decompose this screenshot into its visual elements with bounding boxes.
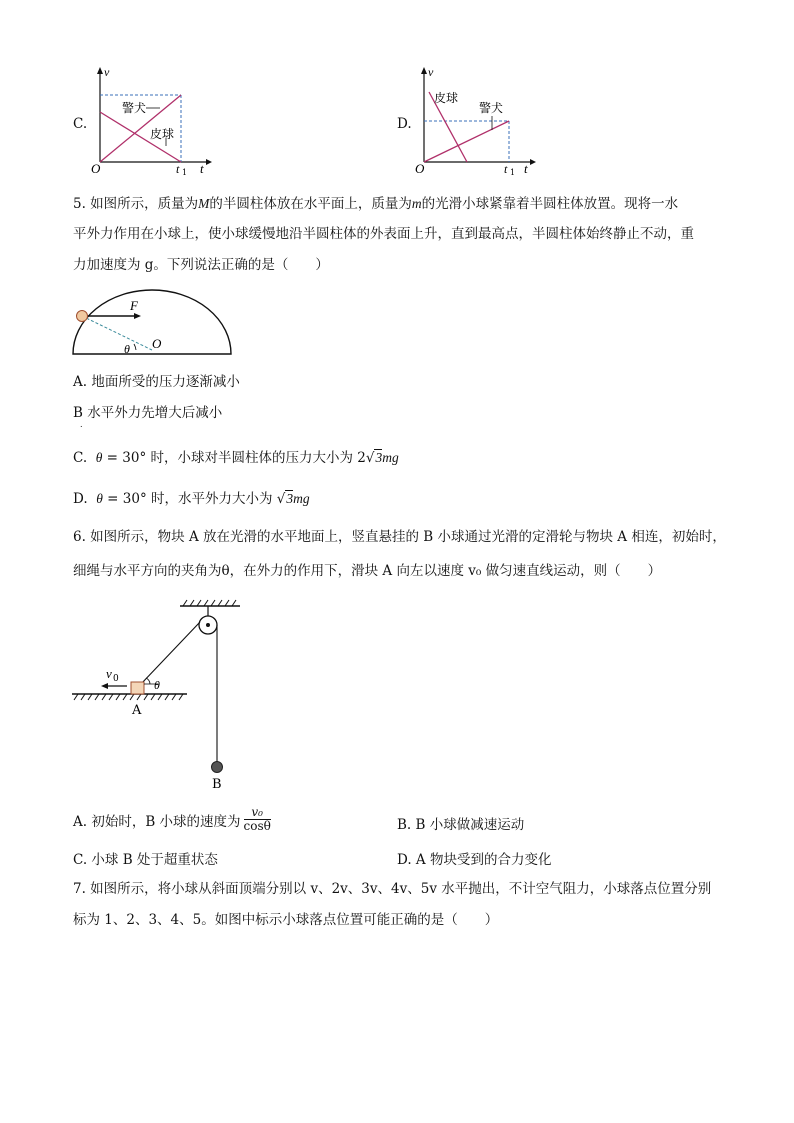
svg-text:B: B [212,777,222,792]
q6-stem-line2: 细绳与水平方向的夹角为θ，在外力的作用下，滑块 A 向左以速度 v₀ 做匀速直线运动，则（ ） [73,563,662,579]
v-axis-label: v [104,65,110,79]
ball [77,311,88,322]
svg-text:0: 0 [113,674,119,684]
q5-option-d[interactable]: D. θ = 30° 时，水平外力大小为 √3mg [73,491,310,507]
q4-option-d-label[interactable]: D. [397,116,412,132]
ball-label: 皮球 [150,127,175,141]
q7-stem-line2: 标为 1、2、3、4、5。如图中标示小球落点位置可能正确的是（ ） [73,912,499,928]
svg-text:v: v [428,65,434,79]
q6-option-d[interactable]: D. A 物块受到的合力变化 [397,852,552,868]
block-a [131,682,144,694]
svg-text:θ: θ [154,678,160,692]
ball-label: 皮球 [434,91,459,105]
q5-figure [70,284,240,358]
svg-text:A: A [132,703,142,718]
q5-stem-line3: 力加速度为 g。下列说法正确的是（ ） [73,257,329,273]
q6-stem-line1: 6. 如图所示，物块 A 放在光滑的水平地面上，竖直悬挂的 B 小球通过光滑的定滑轮与物块 A 相连，初始时， [73,529,726,545]
radius-dash [82,316,152,350]
q6-option-c[interactable]: C. 小球 B 处于超重状态 [73,852,218,868]
dog-line [424,121,509,162]
y-axis-arrow [97,67,103,74]
origin-label: O [91,161,101,176]
q7-stem-line1: 7. 如图所示，将小球从斜面顶端分别以 v、2v、3v、4v、5v 水平抛出，不计空气阻力，小球落点位置分别 [73,881,712,897]
t1-subscript: 1 [182,168,188,176]
q6-option-b[interactable]: B. B 小球做减速运动 [397,817,525,833]
t1-label: t [176,162,180,176]
t-axis-label: t [200,161,204,176]
q4-option-c-label[interactable]: C. [73,116,88,132]
dog-label: 警犬 [479,101,504,115]
svg-text:O: O [152,336,162,351]
q6-figure [70,598,250,794]
svg-text:t: t [524,161,528,176]
q6-option-a[interactable]: A. 初始时，B 小球的速度为 $\frac{\text{v₀}}{\cos\theta}$ [73,805,271,833]
svg-text:t: t [504,162,508,176]
q5-option-a[interactable]: A. 地面所受的压力逐渐减小 [73,374,240,390]
dog-label: 警犬 [122,101,147,115]
q5-option-c[interactable]: C. θ = 30° 时，小球对半圆柱体的压力大小为 2√3mg [73,450,399,466]
q4-graph-d [412,62,542,176]
svg-text:v: v [106,666,112,681]
q5-stem-line2: 平外力作用在小球上，使小球缓慢地沿半圆柱体的外表面上升，直到最高点，半圆柱体始终静止不动，重 [73,226,694,242]
q5-option-b[interactable]: B 水平外力先增大后减小 [73,405,223,421]
svg-text:O: O [415,161,425,176]
x-axis-arrow [206,159,212,165]
svg-text:1: 1 [510,168,516,176]
ball-b [212,762,223,773]
q4-graph-c [88,62,218,176]
svg-text:F: F [130,298,138,313]
rope-slant [141,622,200,684]
q5-stem-line1: 5. 如图所示，质量为M的半圆柱体放在水平面上，质量为m的光滑小球紧靠着半圆柱体放置。现将一水 [73,196,679,212]
svg-text:θ: θ [124,342,130,356]
